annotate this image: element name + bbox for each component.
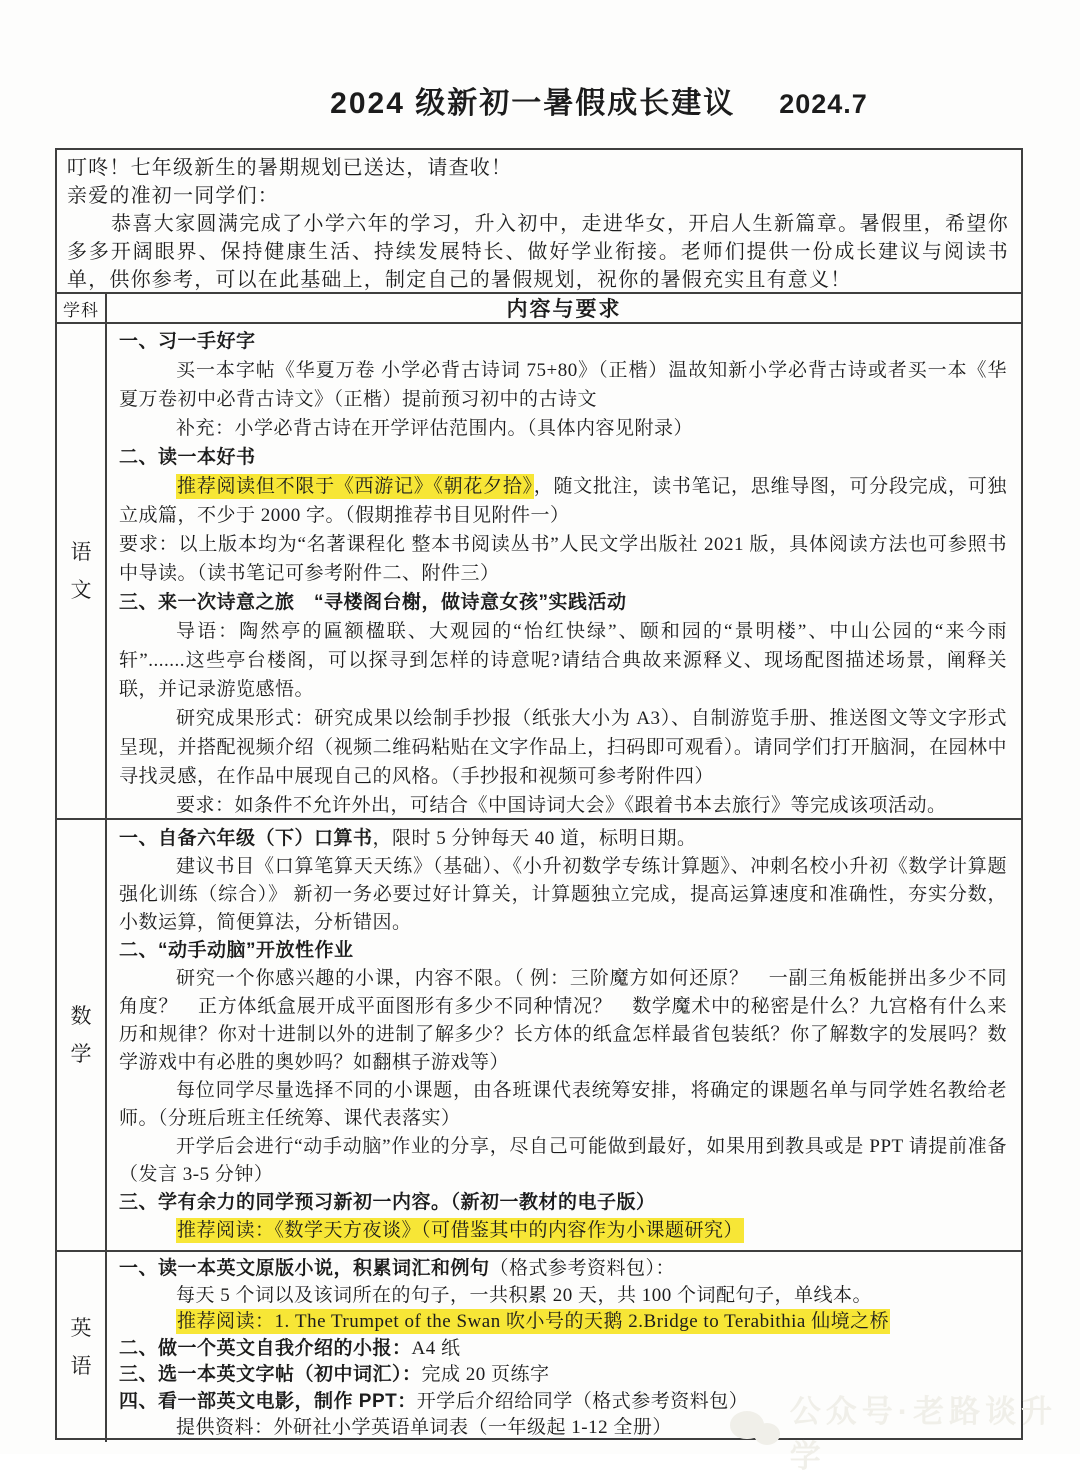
section-heading-text: 二、读一本好书 [119, 447, 256, 468]
body-text: （格式参考资料包）： [489, 1258, 676, 1279]
paragraph [119, 472, 1007, 530]
body-text: 开学后介绍给同学（格式参考资料包） [416, 1390, 749, 1412]
paragraph [119, 588, 1007, 617]
paragraph [119, 1336, 1007, 1363]
subject-cell [57, 324, 107, 820]
paragraph [119, 414, 1007, 443]
paragraph [119, 1362, 1007, 1389]
intro-line: 恭喜大家圆满完成了小学六年的学习，升入初中，走进华女，开启人生新篇章。暑假里，希望你多多开阔眼界、保持健康生活、持续发展特长、做好学业衔接。老师们提供一份成长建议与阅读书单，供你参考，可以在此基础上，制定自己的暑假规划，祝你的暑假充实且有意义！ [67, 213, 1009, 291]
body-text: 开学后会进行“动手动脑”作业的分享，尽自己可能做到最好，如果用到教具或是 PPT 请提前准备（发言 3-5 分钟） [119, 1136, 1007, 1185]
highlighted-text: 推荐阅读：《数学天方夜谈》（可借鉴其中的内容作为小课题研究） [177, 1220, 744, 1241]
header-content-col: 内容与要求 [107, 294, 1021, 324]
section-heading-text: 四、看一部英文电影，制作 PPT： [119, 1390, 417, 1412]
paragraph [119, 1189, 1007, 1217]
subject-cell [57, 820, 107, 1252]
body-text: 导语：陶然亭的匾额楹联、大观园的“怡红快绿”、颐和园的“景明楼”、中山公园的“来今雨轩”.......这些亭台楼阁，可以探寻到怎样的诗意呢?请结合典故来源释义、现场配图描述场景，阐释关联，并记录游览感悟。 [119, 621, 1007, 700]
paragraph [119, 1217, 1007, 1245]
body-text: 每位同学尽量选择不同的小课题，由各班课代表统筹安排，将确定的课题名单与同学姓名教给老师。（分班后班主任统筹、课代表落实） [119, 1080, 1007, 1129]
title-date: 2024.7 [779, 89, 868, 119]
content-cell [107, 1252, 1021, 1442]
highlighted-text: 推荐阅读：1. The Trumpet of the Swan 吹小号的天鹅 2.Bridge to Terabithia 仙境之桥 [177, 1311, 890, 1332]
section-heading-text: 一、自备六年级（下）口算书 [119, 828, 373, 849]
section-heading-text: 一、读一本英文原版小说，积累词汇和例句 [119, 1258, 490, 1279]
watermark-text: 公众号·老路谈升学 [789, 1394, 1058, 1474]
body-text: 要求：以上版本均为“名著课程化 整本书阅读丛书”人民文学出版社 2021 版，具体阅读方法也可参照书中导读。（读书笔记可参考附件二、附件三） [119, 534, 1007, 584]
body-text: 买一本字帖《华夏万卷 小学必背古诗词 75+80》（正楷）温故知新小学必背古诗或者买一本《华夏万卷初中必背古诗文》（正楷）提前预习初中的古诗文 [119, 360, 1007, 410]
paragraph [119, 327, 1007, 356]
paragraph [119, 1133, 1007, 1189]
paragraph [119, 1389, 1007, 1416]
section-heading-text: 三、学有余力的同学预习新初一内容。（新初一教材的电子版） [119, 1192, 656, 1213]
paragraph [119, 617, 1007, 704]
paragraph [119, 937, 1007, 965]
paragraph [119, 1309, 1007, 1336]
paragraph [119, 1077, 1007, 1133]
body-text: 完成 20 页练字 [421, 1364, 550, 1385]
paragraph [119, 1283, 1007, 1310]
subject-label: 语文 [70, 540, 92, 602]
body-text: ，限时 5 分钟每天 40 道，标明日期。 [372, 828, 697, 849]
paragraph [119, 443, 1007, 472]
section-heading-text: 三、来一次诗意之旅 [119, 592, 295, 613]
body-text: 提供资料：外研社小学英语单词表（一年级起 1-12 全册） [176, 1417, 672, 1438]
header-subject-col: 学科 [57, 294, 107, 324]
title-text: 2024 级新初一暑假成长建议 [330, 87, 736, 120]
content-cell [107, 324, 1021, 820]
section-heading-text: 二、“动手动脑”开放性作业 [119, 940, 354, 961]
intro-line: 叮咚！七年级新生的暑期规划已送达，请查收！ [67, 157, 513, 179]
paragraph [119, 530, 1007, 588]
body-text: 研究一个你感兴趣的小课，内容不限。（ 例：三阶魔方如何还原？ 一副三角板能拼出多少不同角度？ 正方体纸盒展开成平面图形有多少不同种情况？ 数学魔术中的秘密是什么？九宫格有什么来历和规律？你对十进制以外的进制了解多少？长方体的纸盒怎样最省包装纸？你了解数字的发展吗？数学游戏中有必胜的奥妙吗？如翻棋子游戏等） [119, 968, 1007, 1073]
body-text: 每天 5 个词以及该词所在的句子，一共积累 20 天，共 100 个词配句子，单线本。 [176, 1284, 873, 1306]
paragraph [119, 704, 1007, 791]
paragraph [119, 1415, 1007, 1442]
subjects-table [55, 292, 1023, 1440]
paragraph [119, 791, 1007, 820]
subject-label: 英语 [70, 1315, 92, 1378]
paragraph [119, 1256, 1007, 1283]
highlighted-text: 推荐阅读但不限于《西游记》《朝花夕拾》 [177, 476, 533, 497]
body-text: 要求：如条件不允许外出，可结合《中国诗词大会》《跟着书本去旅行》等完成该项活动。 [176, 795, 947, 816]
paragraph [119, 965, 1007, 1077]
section-heading-text: 二、做一个英文自我介绍的小报： [119, 1337, 412, 1359]
paragraph [119, 825, 1007, 853]
body-text: 补充：小学必背古诗在开学评估范围内。（具体内容见附录） [176, 418, 694, 439]
paragraph [119, 853, 1007, 937]
body-text: 研究成果形式：研究成果以绘制手抄报（纸张大小为 A3）、自制游览手册、推送图文等文字形式呈现，并搭配视频介绍（视频二维码粘贴在文字作品上，扫码即可观看）。请同学们打开脑洞，在园林中寻找灵感，在作品中展现自己的风格。（手抄报和视频可参考附件四） [119, 708, 1007, 787]
content-cell [107, 820, 1021, 1252]
body-text: A4 纸 [411, 1337, 461, 1359]
body-text: ，随文批注，读书笔记，思维导图，可分段完成，可独立成篇，不少于 2000 字。（假期推荐书目见附件一） [119, 476, 1007, 526]
paragraph [119, 356, 1007, 414]
subject-label: 数学 [70, 1004, 92, 1066]
intro-box [55, 148, 1023, 294]
section-heading-text: “寻楼阁台榭，做诗意女孩”实践活动 [294, 592, 627, 613]
intro-line: 亲爱的准初一同学们： [67, 185, 279, 207]
section-heading-text: 一、习一手好字 [119, 331, 256, 352]
body-text: 建议书目《口算笔算天天练》（基础）、《小升初数学专练计算题》、冲刺名校小升初《数学计算题强化训练（综合）》 新初一务必要过好计算关，计算题独立完成，提高运算速度和准确性，夯实分数，小数运算，简便算法，分析错因。 [119, 856, 1007, 933]
subject-cell [57, 1252, 107, 1442]
section-heading-text: 三、选一本英文字帖（初中词汇）： [119, 1364, 422, 1385]
page-title [0, 78, 1080, 122]
